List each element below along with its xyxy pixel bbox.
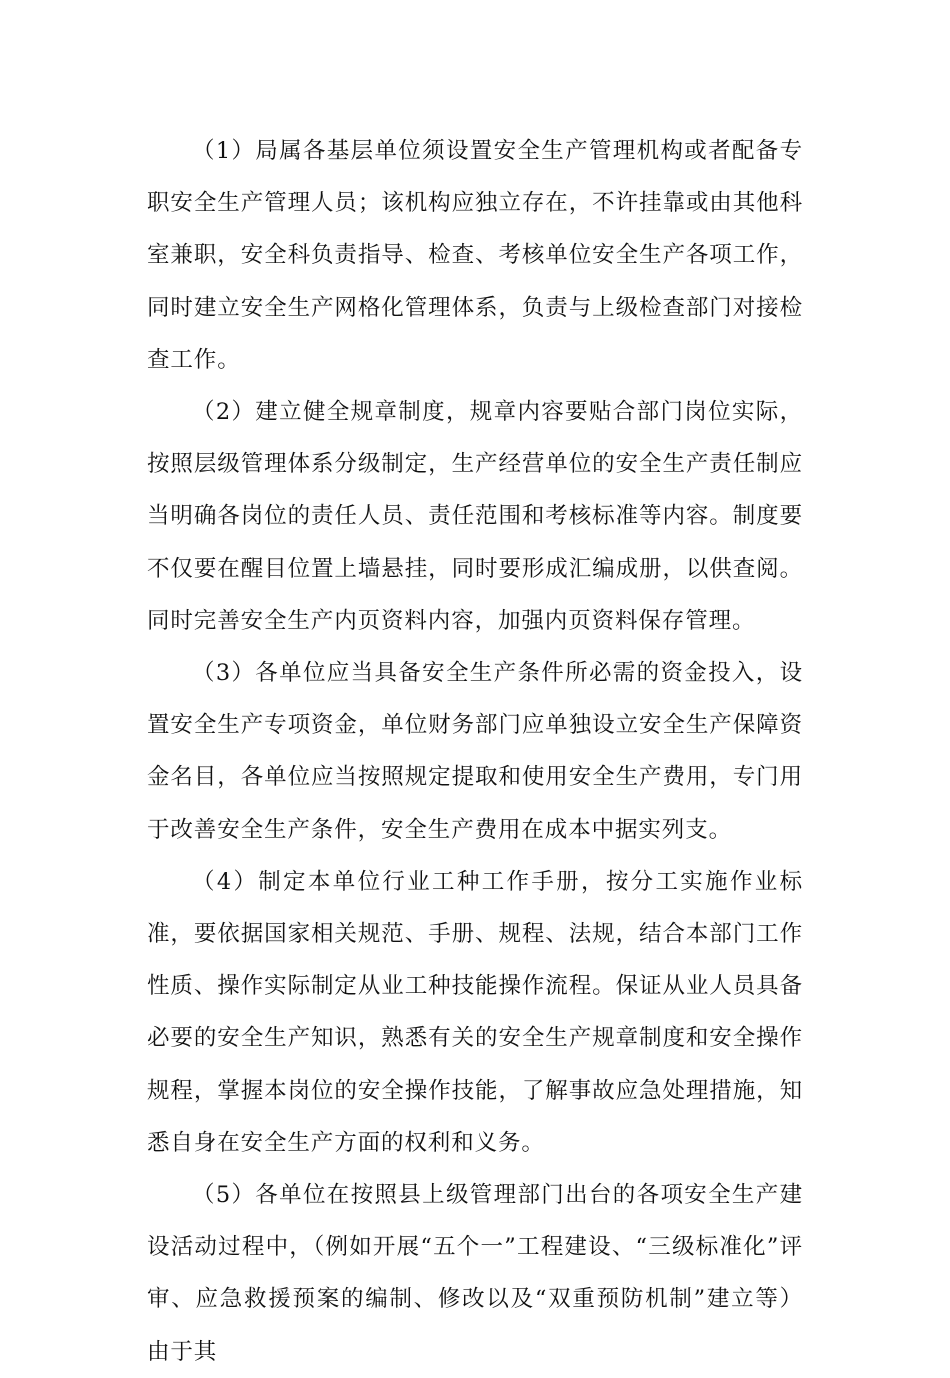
paragraph-2: （2）建立健全规章制度，规章内容要贴合部门岗位实际，按照层级管理体系分级制定，生产经营单位的安全生产责任制应当明确各岗位的责任人员、责任范围和考核标准等内容。制度要不仅要在醒目位置上墙悬挂，同时要形成汇编成册，以供查阅。同时完善安全生产内页资料内容，加强内页资料保存管理。 bbox=[147, 399, 803, 634]
paragraph-3: （3）各单位应当具备安全生产条件所必需的资金投入，设置安全生产专项资金，单位财务部门应单独设立安全生产保障资金名目，各单位应当按照规定提取和使用安全生产费用，专门用于改善安全生产条件，安全生产费用在成本中据实列支。 bbox=[147, 660, 803, 843]
paragraph-4: （4）制定本单位行业工种工作手册，按分工实施作业标准，要依据国家相关规范、手册、规程、法规，结合本部门工作性质、操作实际制定从业工种技能操作流程。保证从业人员具备必要的安全生产知识，熟悉有关的安全生产规章制度和安全操作规程，掌握本岗位的安全操作技能，了解事故应急处理措施，知悉自身在安全生产方面的权利和义务。 bbox=[147, 868, 803, 1156]
paragraph-5: （5）各单位在按照县上级管理部门出台的各项安全生产建设活动过程中，（例如开展“五个一”工程建设、“三级标准化”评审、应急救援预案的编制、修改以及“双重预防机制”建立等）由于其 bbox=[147, 1182, 803, 1365]
paragraph-1: （1）局属各基层单位须设置安全生产管理机构或者配备专职安全生产管理人员；该机构应独立存在，不许挂靠或由其他科室兼职，安全科负责指导、检查、考核单位安全生产各项工作，同时建立安全生产网格化管理体系，负责与上级检查部门对接检查工作。 bbox=[147, 138, 803, 373]
document-body bbox=[147, 125, 803, 1378]
